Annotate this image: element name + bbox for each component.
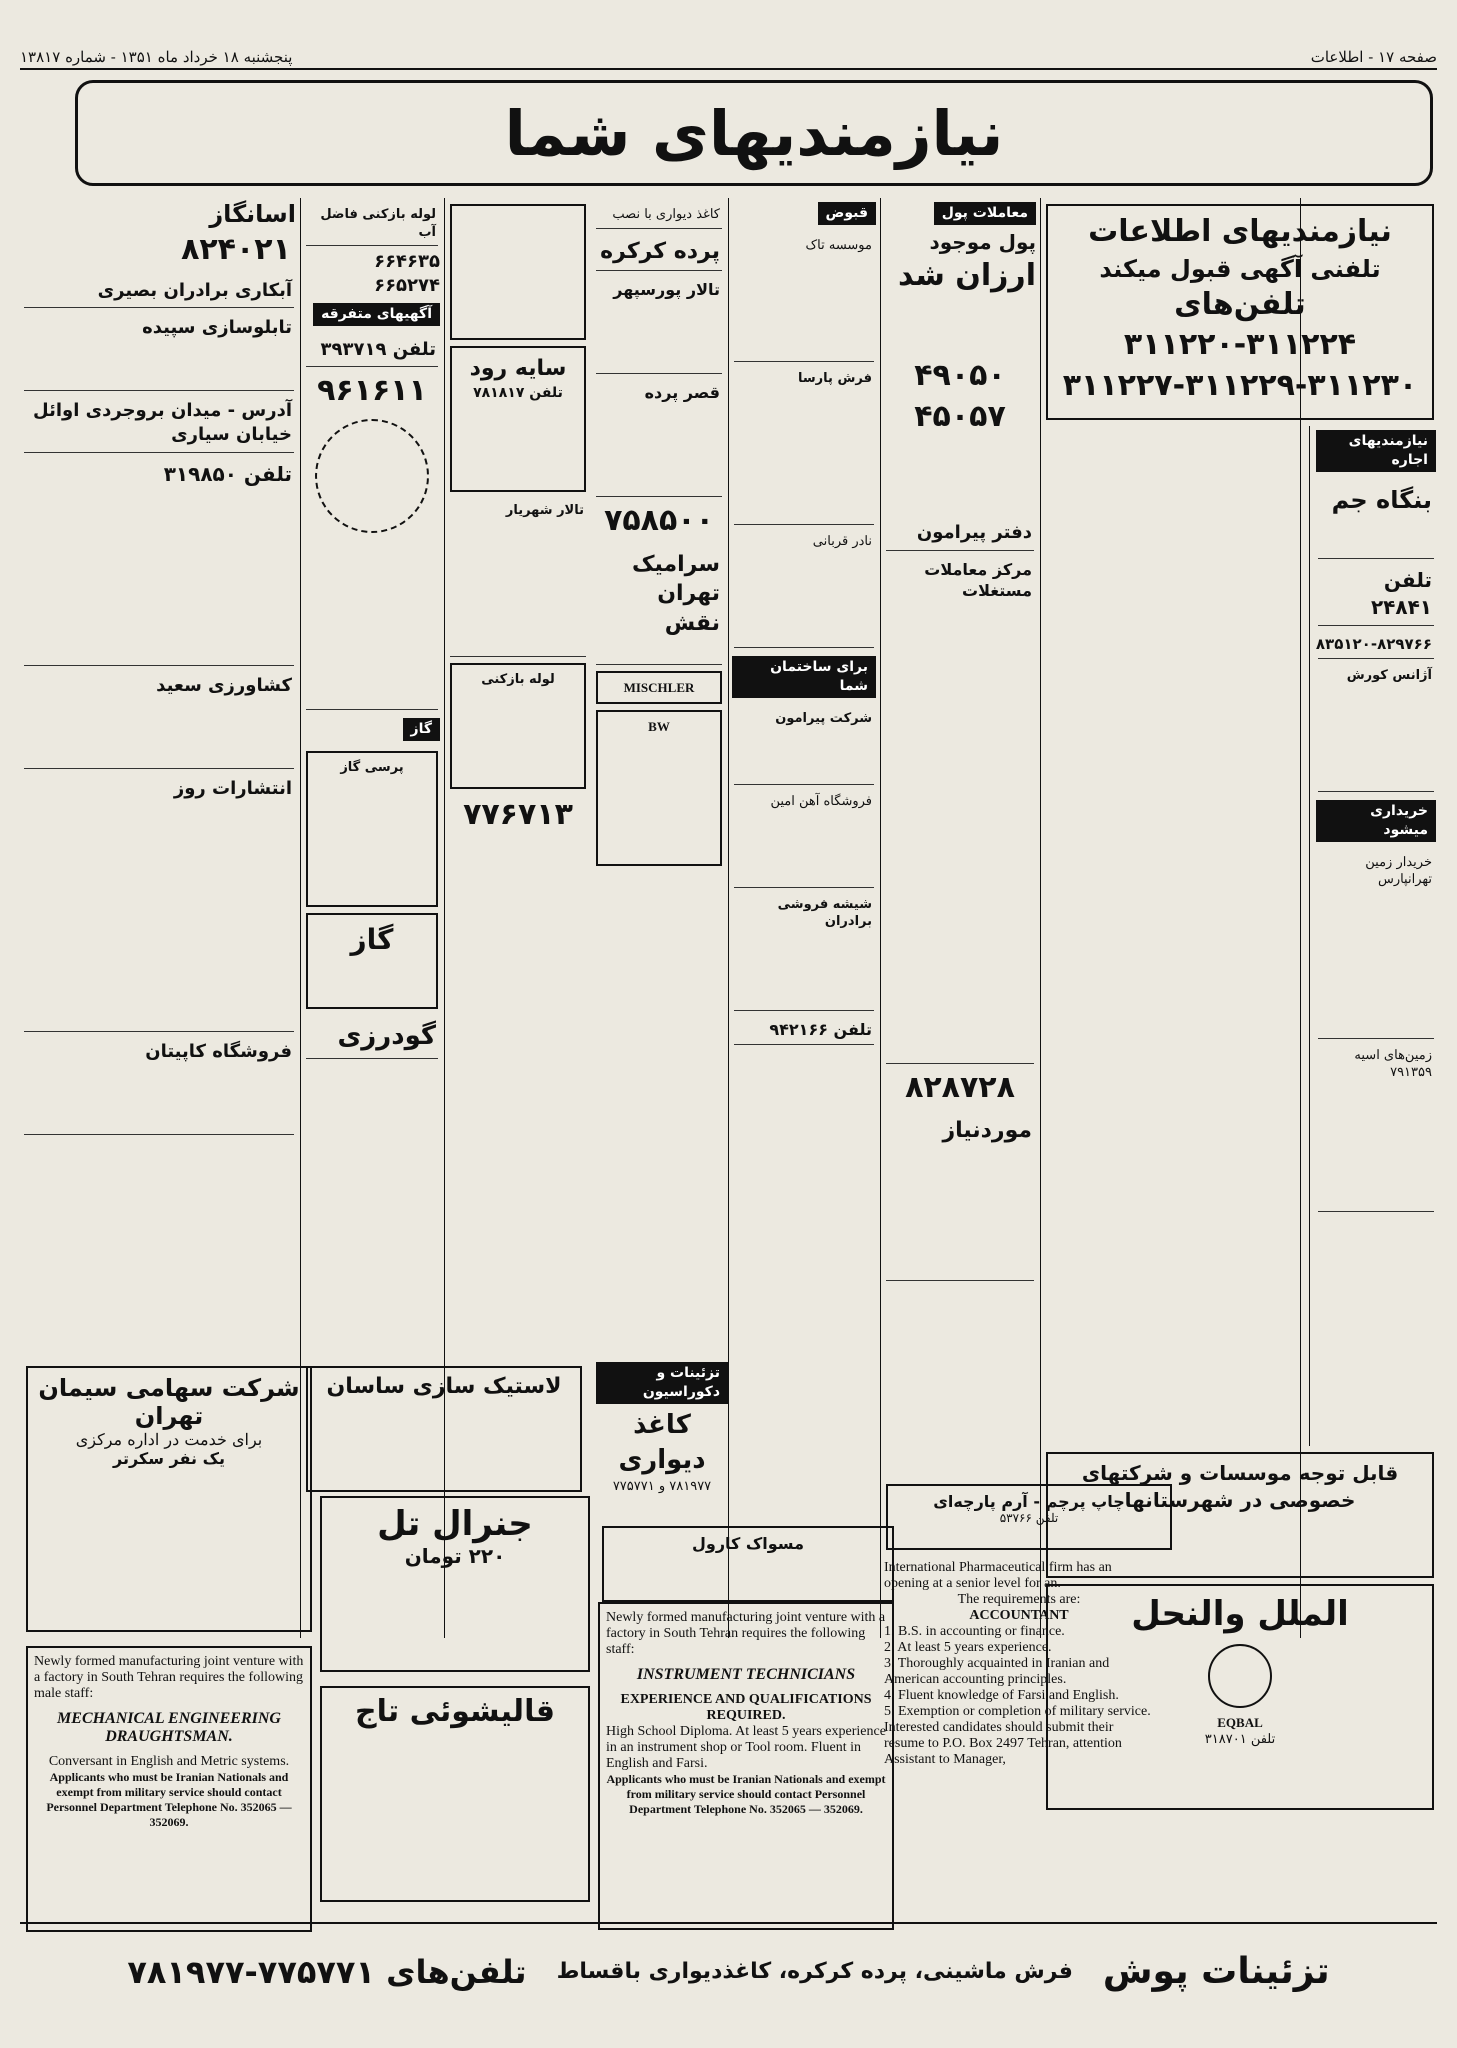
column-divider [728, 198, 729, 1638]
build-tag: برای ساختمان شما [732, 656, 876, 698]
shop-ad [306, 541, 438, 710]
jeneral-title: جنرال تل [377, 1504, 533, 1544]
bw-parquet-logo: BW [596, 710, 722, 866]
en3-item: 4. Fluent knowledge of Farsi and English. [884, 1688, 1119, 1703]
eqbal-text: EQBAL [1217, 1714, 1263, 1730]
sun-logo-icon [315, 419, 429, 533]
asangaz-phone: ۸۲۴۰۲۱ [181, 232, 291, 268]
aghan-store: فروشگاه آهن امین [734, 789, 874, 888]
book-title: الملل والنحل [1131, 1594, 1349, 1634]
phone-319850: تلفن ۳۱۹۸۵۰ [24, 457, 294, 666]
column-3 [732, 198, 876, 1548]
pooshe-phones: تلفن‌های ۷۷۵۷۷۱-۷۸۱۹۷۷ [127, 1952, 527, 1991]
money-phone-2: ۴۵۰۵۷ [914, 398, 1006, 434]
pipe-number: ۷۷۶۷۱۳ [463, 797, 573, 832]
bureau-piramoun: دفتر پیرامون [886, 517, 1034, 550]
phone-24841: تلفن ۲۴۸۴۱ [1318, 563, 1434, 626]
karvol-ad [602, 1526, 894, 1602]
info-ads-box [1046, 204, 1434, 420]
stamp-ad [450, 204, 586, 340]
kapitan-store: فروشگاه کاپیتان [24, 1036, 294, 1135]
page-header [20, 48, 1437, 70]
qali-ad [320, 1686, 590, 1902]
jeneral-price: ۲۲۰ تومان [404, 1544, 506, 1568]
chap-ad [886, 1484, 1172, 1550]
notice-ad: قابل توجه موسسات و شرکتهای خصوصی در شهرستانها [1046, 1452, 1434, 1578]
pooshe-brand: تزئینات پوش [1102, 1951, 1330, 1992]
phone-961611: ۹۶۱۶۱۱ [317, 372, 427, 408]
en3-intro: International Pharmaceutical firm has an opening at a senior level for an. [884, 1560, 1112, 1591]
pooshe-items: فرش ماشینی، پرده کرکره، کاغذدیواری باقساط [556, 1959, 1073, 1984]
en1-req: Conversant in English and Metric systems. [48, 1754, 290, 1769]
en-ad-accountant [884, 1560, 1154, 1910]
pipe-phone-1: ۶۶۴۶۳۵ [374, 251, 440, 273]
cement-ad [26, 1366, 312, 1632]
wallpaper-install: کاغذ دیواری با نصب [596, 202, 722, 229]
talar-poursepehr: تالار پورسپهر [596, 275, 722, 374]
karvol-title: مسواک کارول [691, 1534, 804, 1553]
asangaz-logo: اسانگاز [209, 200, 296, 228]
en2-exp: EXPERIENCE AND QUALIFICATIONS REQUIRED. [620, 1692, 872, 1723]
bottom-banner [20, 1922, 1437, 2019]
page-number: صفحه ۱۷ - اطلاعات [1310, 48, 1437, 66]
parsa-carpet: فرش پارسا [734, 366, 874, 525]
money-tag: معاملات پول [934, 202, 1036, 225]
ceramic-tehran: سرامیک تهران نقش [596, 546, 722, 665]
wallpaper-heading: کاغذ دیواری [618, 1409, 706, 1475]
sayarud-phone: تلفن ۷۸۱۸۱۷ [473, 384, 563, 401]
en3-req-title: The requirements are: [957, 1592, 1081, 1607]
entesharat-rooz: انتشارات روز [24, 773, 294, 1032]
glass-store: شیشه فروشی برادران [734, 892, 874, 1011]
rent-section-tag: نیازمندیهای اجاره [1316, 430, 1436, 472]
sayarud-title: سایه رود [469, 356, 567, 381]
en1-apply: Applicants who must be Iranian Nationals and exempt from military service should contact Personnel Department Telephone No. 352065 — 352069. [46, 1770, 292, 1829]
glass-phone: تلفن ۹۴۲۱۶۶ [734, 1015, 874, 1046]
pipe-phone-2: ۶۶۵۲۷۴ [374, 275, 440, 297]
en2-role: INSTRUMENT TECHNICIANS [636, 1666, 856, 1683]
misc-tag: آگهیهای متفرقه [313, 303, 440, 326]
taablo-sepideh: تابلوسازی سپیده [24, 312, 294, 391]
info-title: نیازمندیهای اطلاعات [1088, 214, 1392, 249]
gas-tag: گاز [403, 718, 440, 741]
sayarud-ad [450, 346, 586, 492]
nader-ghorbani: نادر قربانی [734, 529, 874, 648]
section-banner: نیازمندیهای شما [75, 80, 1433, 186]
en2-apply: Applicants who must be Iranian Nationals and exempt from military service should contact Personnel Department Telephone No. 352065 — 352069. [606, 1772, 886, 1816]
cement-subtitle: برای خدمت در اداره مرکزی [75, 1430, 263, 1449]
money-available: پول موجود [929, 229, 1036, 254]
qasr-parde: قصر پرده [596, 378, 722, 497]
phone-758500: ۷۵۸۵۰۰ [604, 503, 714, 539]
jeneral-tel-ad [320, 1496, 590, 1672]
cement-title: شرکت سهامی سیمان تهران [38, 1374, 300, 1430]
mischler-logo: MISCHLER [596, 671, 722, 705]
en2-req: High School Diploma. At least 5 years experience in an instrument shop or Tool room. Fluent in English and Farsi. [606, 1724, 886, 1771]
wallpaper-phones: ۷۸۱۹۷۷ و ۷۷۵۷۷۱ [612, 1478, 712, 1494]
en3-apply: Interested candidates should submit their resume to P.O. Box 2497 Tehran, attention Assistant to Manager, [884, 1720, 1122, 1767]
pipe-title: لوله بازکنی فاضل آب [306, 202, 438, 246]
cement-job: یک نفر سکرتر [113, 1449, 225, 1468]
en-ad-draughtsman [26, 1646, 312, 1932]
en3-item: 2. At least 5 years experience. [884, 1640, 1052, 1655]
sasan-ad [306, 1366, 582, 1492]
qobuz-tag: قبوض [818, 202, 877, 225]
talar-shahriar: تالار شهریار [450, 498, 586, 657]
phone-393719: تلفن ۳۹۳۷۱۹ [306, 334, 438, 367]
issue-info: پنجشنبه ۱۸ خرداد ماه ۱۳۵۱ - شماره ۱۳۸۱۷ [20, 48, 293, 66]
qali-title: قالیشوئی تاج [355, 1694, 555, 1729]
column-6 [22, 198, 296, 1558]
money-phone-3: ۸۲۸۷۲۸ [905, 1069, 1015, 1105]
sasan-title: لاستیک سازی ساسان [326, 1374, 562, 1399]
en3-item: 1. B.S. in accounting or finance. [884, 1624, 1065, 1639]
bongah-jam: بنگاه جم [1318, 480, 1434, 559]
persi-gas: پرسی گاز [306, 751, 438, 907]
land-listings [1044, 426, 1310, 1446]
column-5 [304, 198, 440, 1528]
land-b: زمین‌های اسیه ۷۹۱۳۵۹ [1318, 1043, 1434, 1212]
real-estate-center: مرکز معاملات مستغلات [886, 555, 1034, 1064]
taak-institute: موسسه تاک [734, 233, 874, 362]
chap-phone: تلفن ۵۳۷۶۶ [999, 1511, 1059, 1525]
book-phone: تلفن ۳۱۸۷۰۱ [1204, 1732, 1276, 1748]
en1-intro: Newly formed manufacturing joint venture with a factory in South Tehran requires the following male staff: [34, 1654, 304, 1701]
misc-small-ad [22, 198, 170, 271]
parde-kerkere: پرده کرکره [596, 233, 722, 272]
gas-2: گاز [306, 913, 438, 1009]
en2-intro: Newly formed manufacturing joint venture with a factory in South Tehran requires the following staff: [606, 1610, 886, 1657]
en3-role: ACCOUNTANT [969, 1608, 1069, 1623]
agency-kourosh: آژانس کورش [1318, 663, 1434, 792]
en3-item: 3. Thoroughly acquainted in Iranian and American accounting principles. [884, 1656, 1110, 1687]
chap-title: چاپ پرچم - آرم پارچه‌ای [933, 1492, 1125, 1511]
address-block: آدرس - میدان بروجردی اوائل خیابان سیاری [24, 395, 294, 453]
column-4 [448, 198, 724, 1528]
en-ad-technicians [598, 1602, 894, 1930]
buy-section-tag: خریداری میشود [1316, 800, 1436, 842]
keshavarzi-saeed: کشاورزی سعید [24, 670, 294, 769]
en1-role: MECHANICAL ENGINEERING DRAUGHTSMAN. [57, 1710, 281, 1745]
info-phones-2: ۳۱۱۲۲۷-۳۱۱۲۲۹-۳۱۱۲۳۰ [1062, 367, 1418, 403]
column-divider [1040, 198, 1041, 1638]
peyram-company: شرکت پیرامون [734, 706, 874, 785]
godarzi: گودرزی [306, 1015, 438, 1059]
needed-heading: موردنیاز [886, 1112, 1034, 1281]
info-subtitle: تلفنی آگهی قبول میکند [1099, 254, 1381, 283]
pipe-ad: لوله بازکنی [450, 663, 586, 789]
info-phones-1: تلفن‌های ۳۱۱۲۲۴-۳۱۱۲۲۰ [1123, 286, 1357, 363]
decor-tag: تزئینات و دکوراسیون [596, 1362, 728, 1404]
en3-item: 5. Exemption or completion of military service. [884, 1704, 1151, 1719]
money-cheap: ارزان شد [898, 257, 1036, 293]
phone-835120: ۸۳۵۱۲۰-۸۲۹۷۶۶ [1318, 630, 1434, 659]
eqbal-logo-icon [1208, 1644, 1272, 1708]
column-divider [880, 198, 881, 1638]
land-a: خریدار زمین تهرانپارس [1318, 850, 1434, 1039]
column-2 [884, 198, 1036, 1618]
money-phone-1: ۴۹۰۵۰ [914, 358, 1006, 394]
abkari-basiri: آبکاری برادران بصیری [24, 275, 294, 308]
